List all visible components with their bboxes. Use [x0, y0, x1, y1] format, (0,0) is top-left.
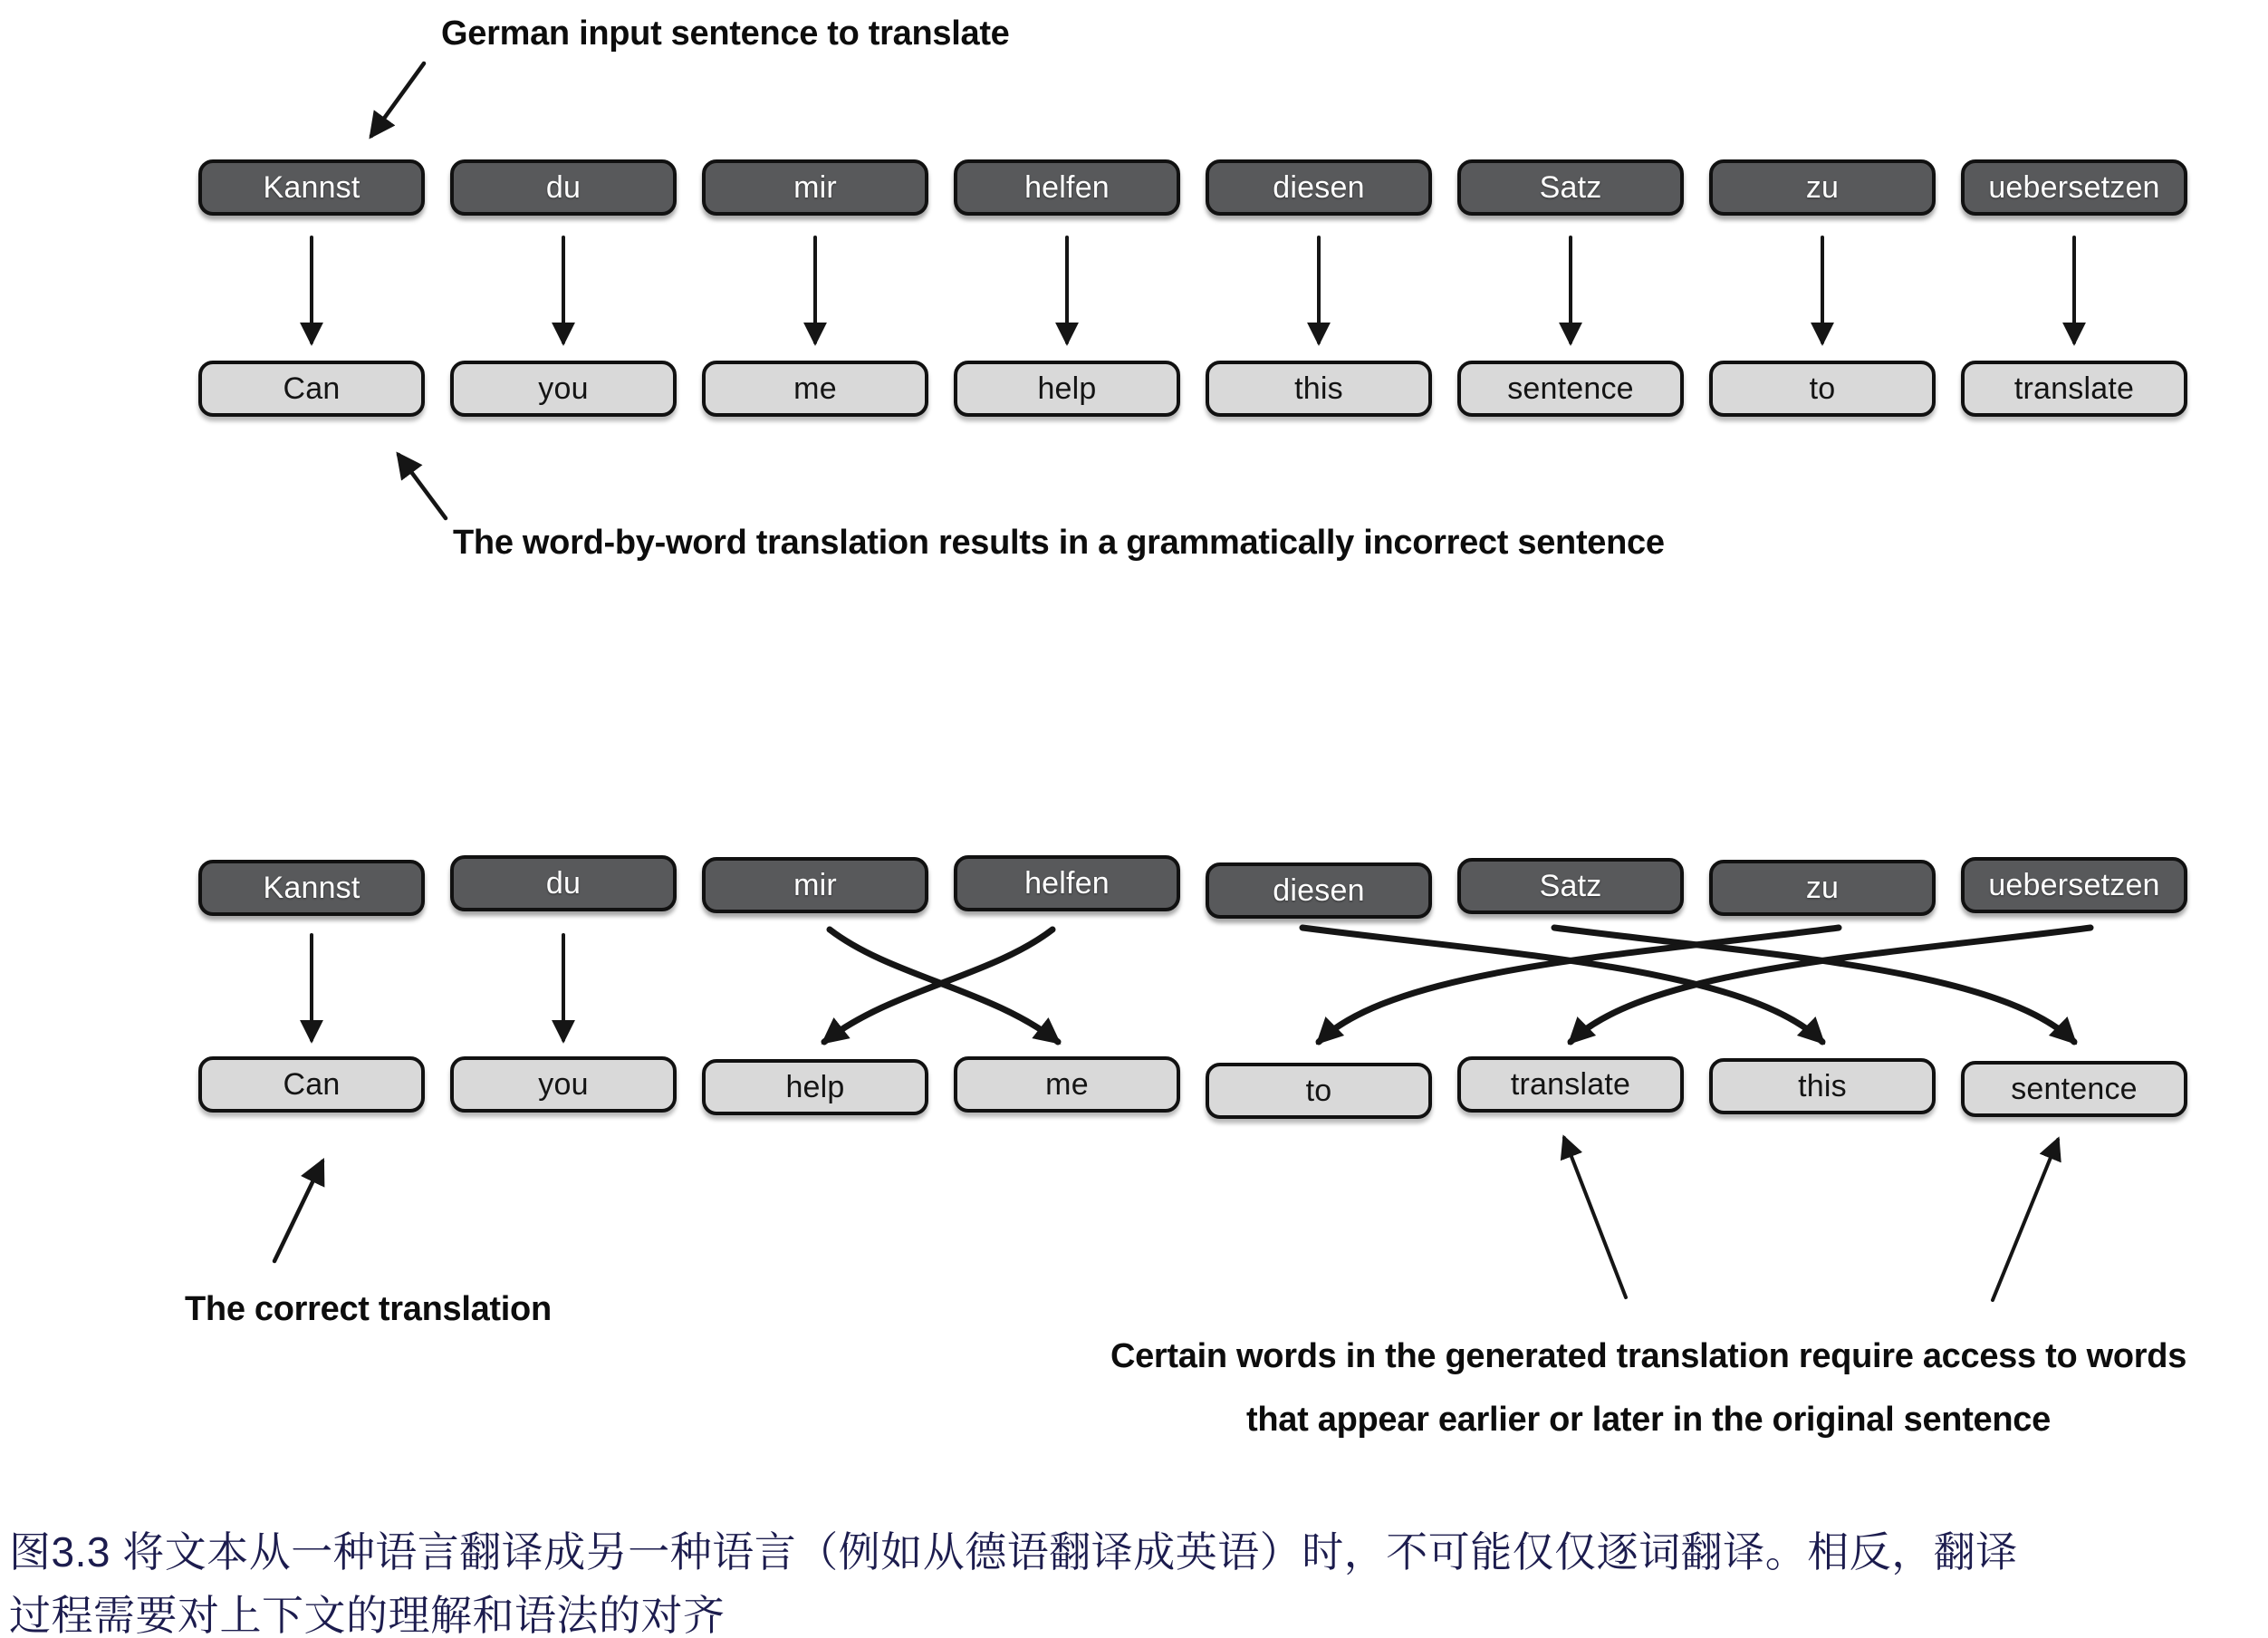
word-box-wbw-2: me — [702, 361, 928, 417]
label-arrow-to-sentence — [1993, 1140, 2058, 1300]
word-box-correct-3: me — [954, 1056, 1180, 1113]
word-box-german-bottom-7: uebersetzen — [1961, 857, 2187, 913]
label-context-note-line2: that appear earlier or later in the original sentence — [1246, 1401, 2051, 1439]
align-arrow-3 — [824, 930, 1052, 1042]
word-box-wbw-6: to — [1709, 361, 1936, 417]
align-arrow-7 — [1571, 928, 2090, 1042]
word-box-correct-7: sentence — [1961, 1061, 2187, 1117]
align-arrow-4 — [1302, 928, 1822, 1042]
align-arrow-6 — [1319, 928, 1839, 1042]
label-context-note — [1014, 1325, 2268, 1451]
word-box-german-top-7: uebersetzen — [1961, 159, 2187, 216]
word-box-correct-2: help — [702, 1059, 928, 1115]
figure-caption-line2: 过程需要对上下文的理解和语法的对齐 — [9, 1592, 726, 1638]
label-arrow-word-by-word — [399, 455, 446, 518]
word-box-german-bottom-1: du — [450, 855, 677, 911]
label-arrow-german-input — [371, 63, 424, 136]
english-word-by-word-row — [198, 361, 2187, 417]
word-box-correct-1: you — [450, 1056, 677, 1113]
word-box-german-bottom-2: mir — [702, 857, 928, 913]
word-box-correct-4: to — [1206, 1063, 1432, 1119]
word-box-german-top-1: du — [450, 159, 677, 216]
word-box-wbw-3: help — [954, 361, 1180, 417]
label-correct-translation: The correct translation — [185, 1290, 552, 1328]
word-box-german-top-5: Satz — [1457, 159, 1684, 216]
label-context-note-line1: Certain words in the generated translation require access to words — [1110, 1337, 2187, 1375]
word-box-correct-5: translate — [1457, 1056, 1684, 1113]
figure-caption-line1: 图3.3 将文本从一种语言翻译成另一种语言（例如从德语翻译成英语）时，不可能仅仅逐词翻译。相反，翻译 — [9, 1528, 2018, 1575]
english-correct-row — [198, 1056, 2187, 1119]
word-box-german-top-2: mir — [702, 159, 928, 216]
word-box-correct-0: Can — [198, 1056, 425, 1113]
word-box-german-top-6: zu — [1709, 159, 1936, 216]
word-box-german-bottom-4: diesen — [1206, 862, 1432, 919]
word-box-wbw-4: this — [1206, 361, 1432, 417]
word-box-wbw-0: Can — [198, 361, 425, 417]
word-box-german-bottom-3: helfen — [954, 855, 1180, 911]
align-arrow-5 — [1554, 928, 2074, 1042]
german-row-bottom — [198, 855, 2187, 919]
word-box-wbw-7: translate — [1961, 361, 2187, 417]
align-arrow-2 — [830, 930, 1058, 1042]
word-box-german-bottom-0: Kannst — [198, 860, 425, 916]
label-german-input: German input sentence to translate — [441, 14, 1010, 53]
word-box-wbw-5: sentence — [1457, 361, 1684, 417]
word-box-correct-6: this — [1709, 1058, 1936, 1114]
label-arrow-correct-translation — [274, 1161, 322, 1261]
label-word-by-word: The word-by-word translation results in a grammatically incorrect sentence — [453, 524, 1665, 562]
word-box-german-bottom-5: Satz — [1457, 858, 1684, 914]
word-box-wbw-1: you — [450, 361, 677, 417]
figure-caption — [9, 1520, 2263, 1638]
word-box-german-bottom-6: zu — [1709, 860, 1936, 916]
word-box-german-top-0: Kannst — [198, 159, 425, 216]
word-box-german-top-4: diesen — [1206, 159, 1432, 216]
word-box-german-top-3: helfen — [954, 159, 1180, 216]
german-row-top — [198, 159, 2187, 216]
label-arrow-to-translate — [1564, 1138, 1626, 1297]
